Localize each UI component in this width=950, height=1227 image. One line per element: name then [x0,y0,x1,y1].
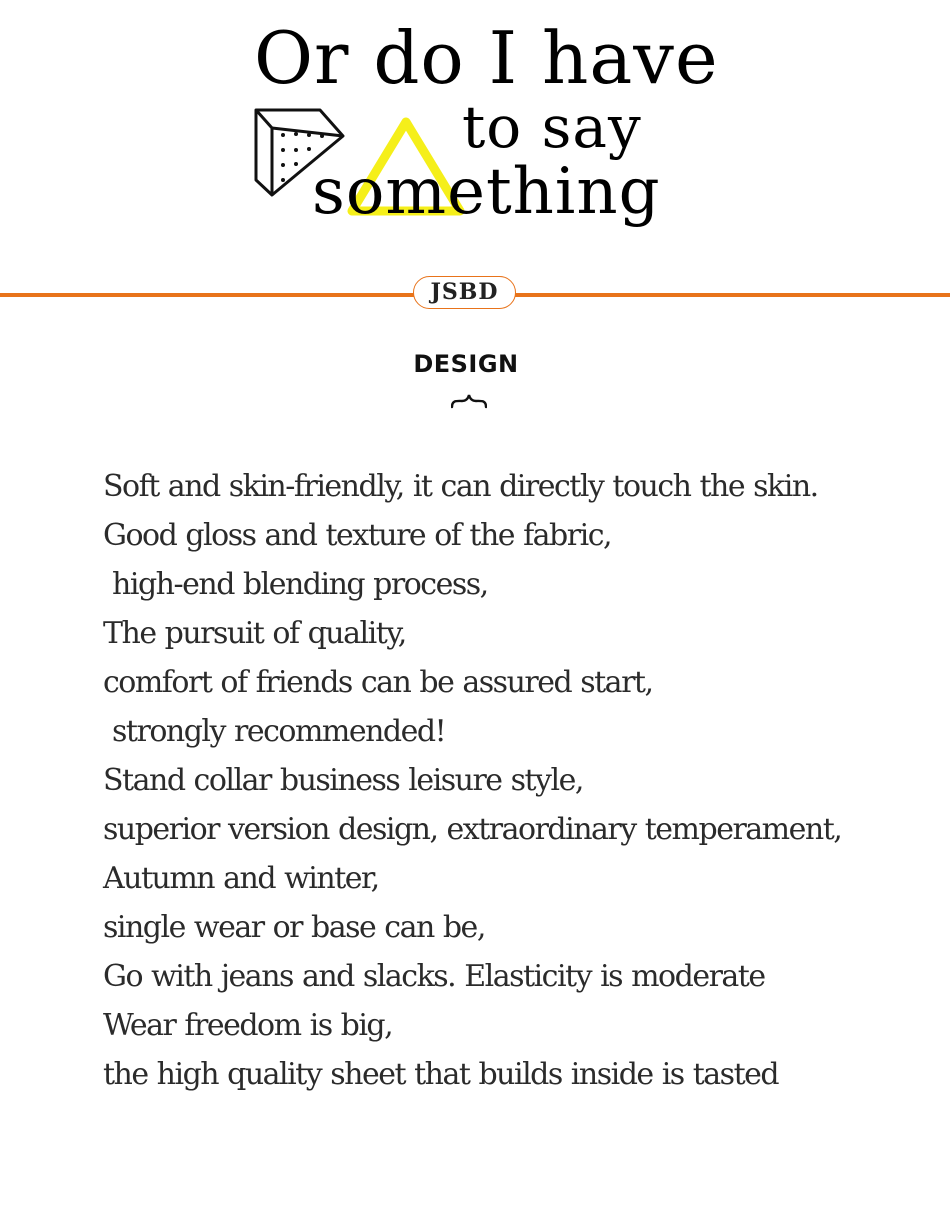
description-line: the high quality sheet that builds inside is tasted [103,1057,779,1092]
description [103,466,933,1103]
description-line: Autumn and winter, [103,861,379,896]
description-line: comfort of friends can be assured start, [103,665,653,700]
brand-badge: JSBD [413,276,516,309]
headline-line-3: something [312,155,661,229]
description-line: high-end blending process, [103,567,488,602]
description-line: Stand collar business leisure style, [103,763,583,798]
description-line: single wear or base can be, [103,910,485,945]
headline-line-2: to say [462,93,642,161]
description-line: Soft and skin-friendly, it can directly touch the skin. [103,469,818,504]
description-line: Good gloss and texture of the fabric, [103,518,612,553]
headline-line-1: Or do I have [254,16,719,100]
description-line: Go with jeans and slacks. Elasticity is moderate [103,959,765,994]
description-line: superior version design, extraordinary temperament, [103,812,842,847]
description-line: strongly recommended! [103,714,446,749]
curly-brace-icon [451,394,487,410]
description-line: The pursuit of quality, [103,616,406,651]
section-title: DESIGN [413,350,519,378]
headline [0,0,950,250]
description-line: Wear freedom is big, [103,1008,393,1043]
